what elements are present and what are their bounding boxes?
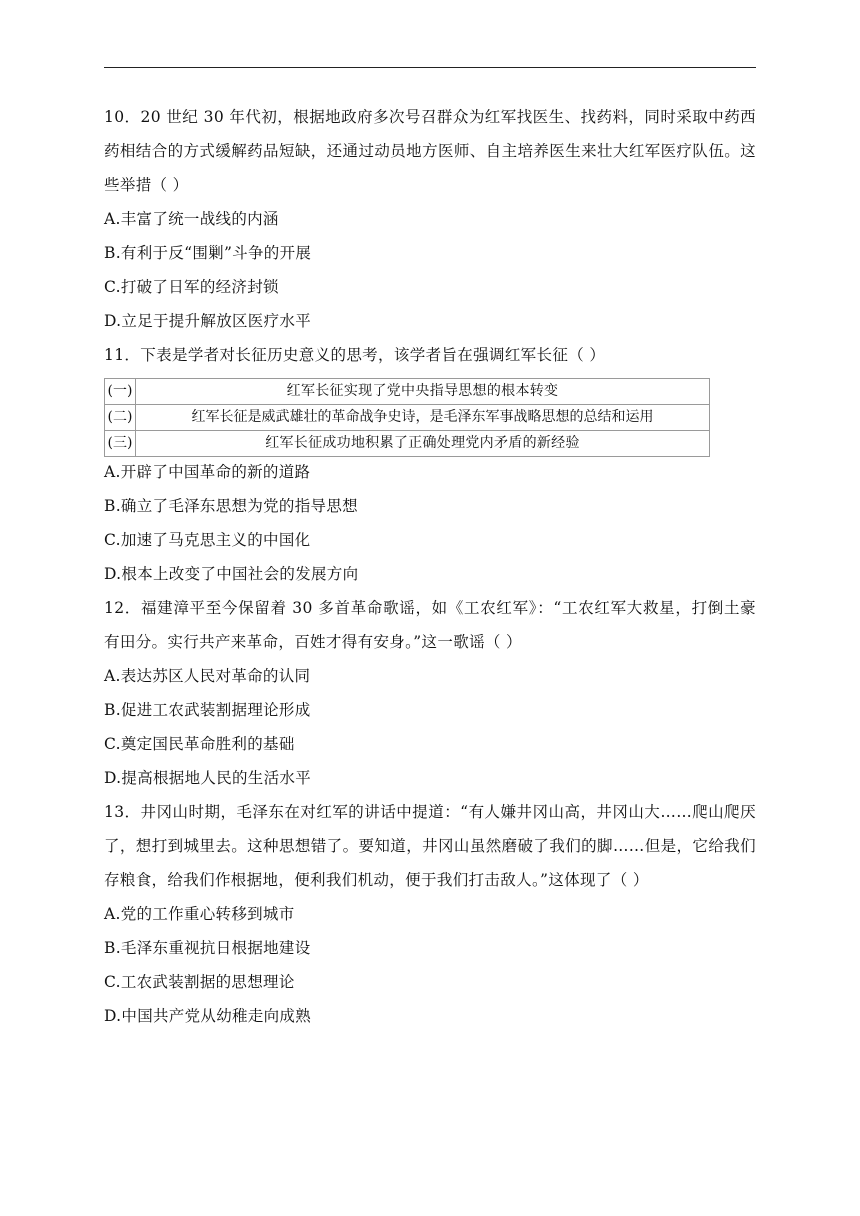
question-13 — [104, 795, 756, 1033]
question-12 — [104, 591, 756, 795]
option-a: A.丰富了统一战线的内涵 — [104, 210, 279, 228]
table-row — [105, 431, 710, 457]
option-a: A.开辟了中国革命的新的道路 — [104, 463, 311, 481]
answer-options — [104, 897, 756, 1033]
question-stem: 11．下表是学者对长征历史意义的思考，该学者旨在强调红军长征（ ） — [104, 346, 606, 364]
option-c: C.奠定国民革命胜利的基础 — [104, 735, 295, 753]
option-d: D.根本上改变了中国社会的发展方向 — [104, 565, 359, 583]
question-10 — [104, 100, 756, 338]
header-rule — [104, 67, 756, 68]
question-stem: 10．20 世纪 30 年代初，根据地政府多次号召群众为红军找医生、找药料，同时采取中药西药相结合的方式缓解药品短缺，还通过动员地方医师、自主培养医生来壮大红军医疗队伍。这些举措（ ） — [104, 108, 756, 194]
option-c: C.打破了日军的经济封锁 — [104, 278, 279, 296]
option-c: C.工农武装割据的思想理论 — [104, 973, 295, 991]
option-d: D.立足于提升解放区医疗水平 — [104, 312, 312, 330]
option-b: B.毛泽东重视抗日根据地建设 — [104, 939, 311, 957]
answer-options — [104, 659, 756, 795]
row-number: (二) — [105, 405, 136, 431]
question-stem: 12．福建漳平至今保留着 30 多首革命歌谣，如《工农红军》：“工农红军大救星，打倒土豪有田分。实行共产来革命，百姓才得有安身。”这一歌谣（ ） — [104, 599, 756, 651]
question-11 — [104, 338, 756, 591]
option-b: B.确立了毛泽东思想为党的指导思想 — [104, 497, 358, 515]
answer-options — [104, 202, 756, 338]
row-text: 红军长征实现了党中央指导思想的根本转变 — [136, 379, 710, 405]
question-list — [104, 100, 756, 1033]
option-c: C.加速了马克思主义的中国化 — [104, 531, 311, 549]
option-d: D.中国共产党从幼稚走向成熟 — [104, 1007, 312, 1025]
table-row — [105, 379, 710, 405]
row-number: (三) — [105, 431, 136, 457]
option-b: B.有利于反“围剿”斗争的开展 — [104, 244, 312, 262]
option-d: D.提高根据地人民的生活水平 — [104, 769, 312, 787]
table-row — [105, 405, 710, 431]
option-a: A.表达苏区人民对革命的认同 — [104, 667, 311, 685]
row-text: 红军长征是威武雄壮的革命战争史诗，是毛泽东军事战略思想的总结和运用 — [136, 405, 710, 431]
quote-table — [104, 378, 710, 457]
answer-options — [104, 455, 756, 591]
option-a: A.党的工作重心转移到城市 — [104, 905, 295, 923]
option-b: B.促进工农武装割据理论形成 — [104, 701, 311, 719]
row-number: (一) — [105, 379, 136, 405]
question-stem: 13．井冈山时期，毛泽东在对红军的讲话中提道：“有人嫌井冈山高，井冈山大……爬山爬厌了，想打到城里去。这种思想错了。要知道，井冈山虽然磨破了我们的脚……但是，它给我们存粮食，给我们作根据地，便利我们机动，便于我们打击敌人。”这体现了（ ） — [104, 803, 756, 889]
row-text: 红军长征成功地积累了正确处理党内矛盾的新经验 — [136, 431, 710, 457]
